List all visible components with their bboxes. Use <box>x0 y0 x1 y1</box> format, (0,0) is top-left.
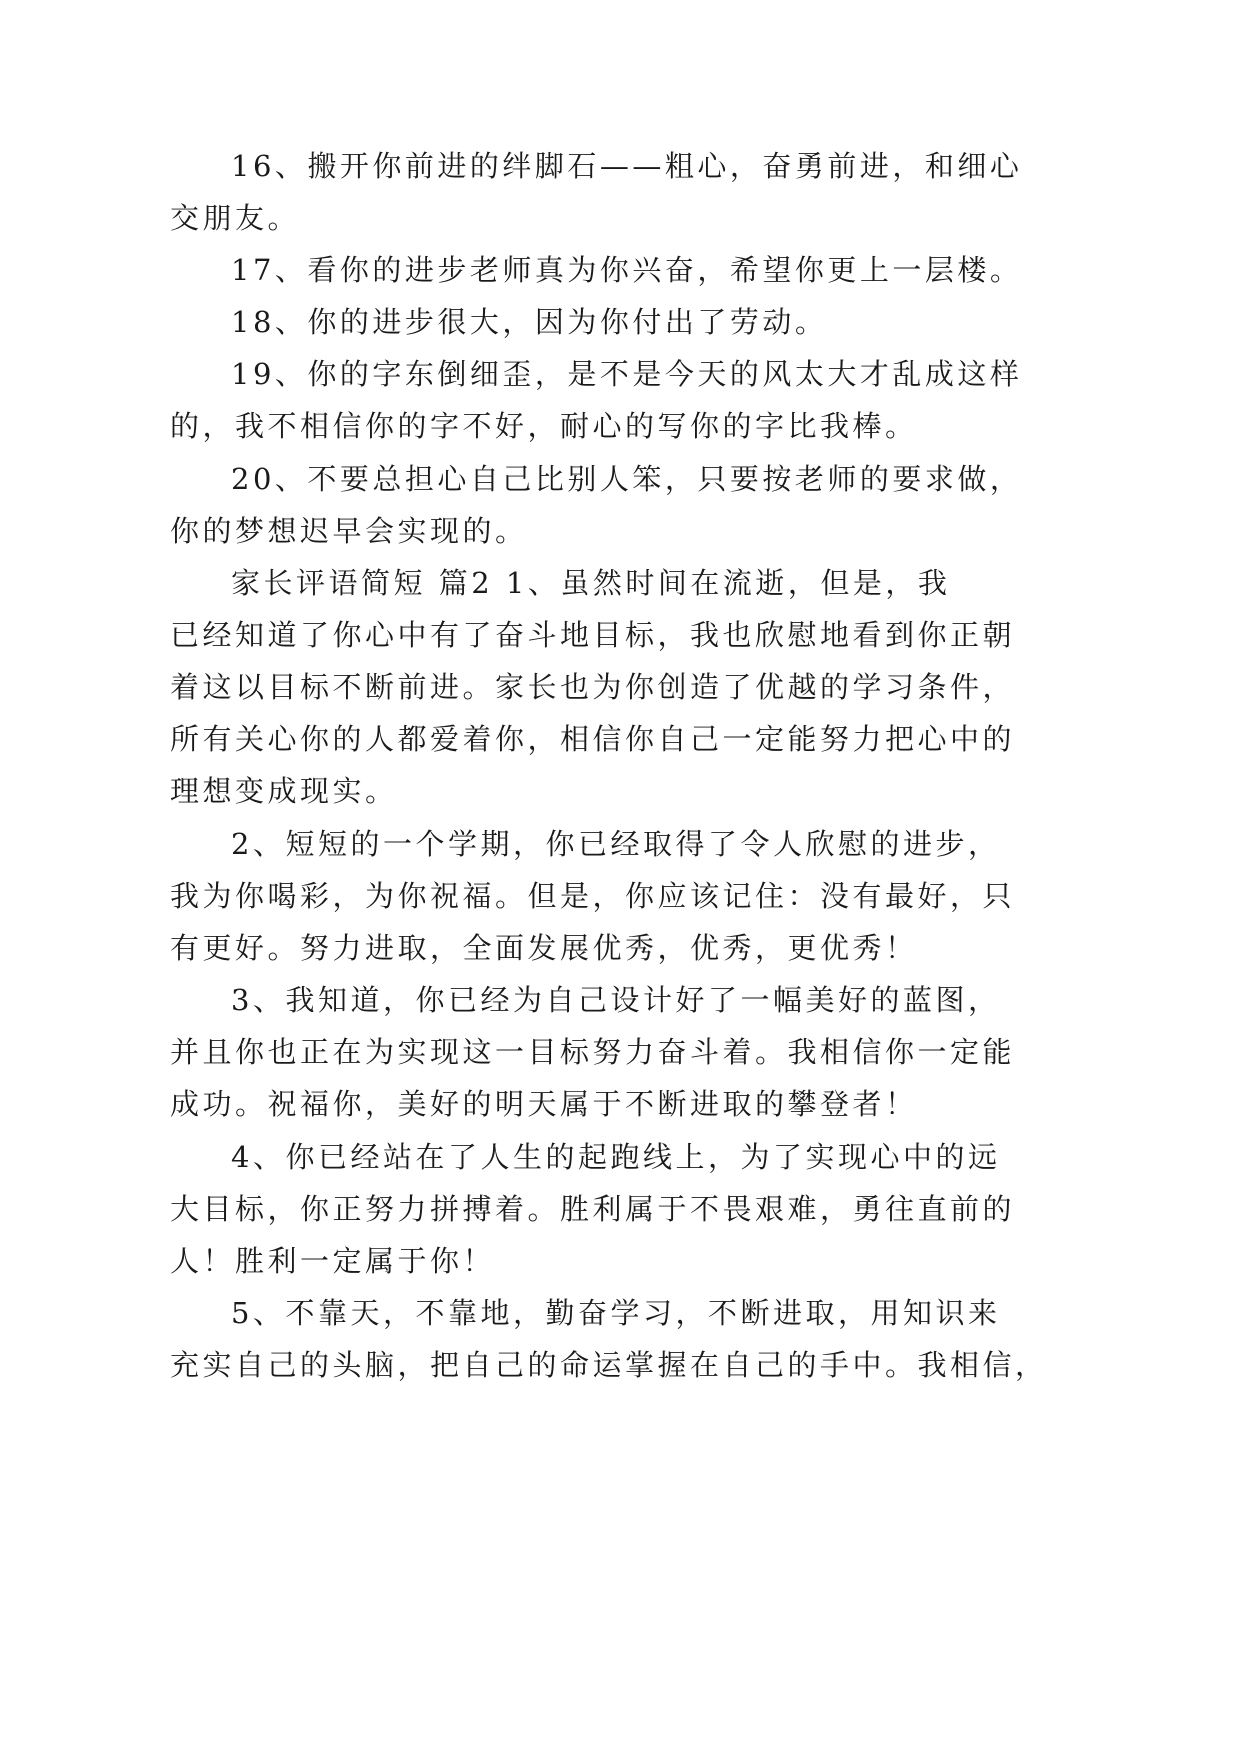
text-line: 19、你的字东倒细歪，是不是今天的风太大才乱成这样 <box>231 357 1023 391</box>
section-heading-line: 家长评语简短 篇2 1、虽然时间在流逝，但是，我 <box>231 566 951 600</box>
text-line: 4、你已经站在了人生的起跑线上，为了实现心中的远 <box>231 1140 1001 1174</box>
text-line: 着这以目标不断前进。家长也为你创造了优越的学习条件， <box>170 670 1016 704</box>
text-line: 有更好。努力进取，全面发展优秀，优秀，更优秀！ <box>170 931 918 965</box>
text-line: 17、看你的进步老师真为你兴奋，希望你更上一层楼。 <box>231 253 1023 287</box>
text-line: 2、短短的一个学期，你已经取得了令人欣慰的进步， <box>231 827 1001 861</box>
text-line: 的，我不相信你的字不好，耐心的写你的字比我棒。 <box>170 409 918 443</box>
text-line: 所有关心你的人都爱着你，相信你自己一定能努力把心中的 <box>170 722 1016 756</box>
text-line: 大目标，你正努力拼搏着。胜利属于不畏艰难，勇往直前的 <box>170 1192 1016 1226</box>
text-line: 5、不靠天，不靠地，勤奋学习，不断进取，用知识来 <box>231 1296 1001 1330</box>
text-line: 交朋友。 <box>170 201 301 235</box>
text-line: 16、搬开你前进的绊脚石——粗心，奋勇前进，和细心 <box>231 149 1023 183</box>
text-line: 已经知道了你心中有了奋斗地目标，我也欣慰地看到你正朝 <box>170 618 1016 652</box>
text-line: 3、我知道，你已经为自己设计好了一幅美好的蓝图， <box>231 983 1001 1017</box>
text-line: 充实自己的头脑，把自己的命运掌握在自己的手中。我相信， <box>170 1348 1048 1382</box>
text-line: 并且你也正在为实现这一目标努力奋斗着。我相信你一定能 <box>170 1035 1016 1069</box>
text-line: 我为你喝彩，为你祝福。但是，你应该记住：没有最好，只 <box>170 879 1016 913</box>
text-line: 人！胜利一定属于你！ <box>170 1244 496 1278</box>
text-line: 你的梦想迟早会实现的。 <box>170 514 528 548</box>
text-line: 18、你的进步很大，因为你付出了劳动。 <box>231 305 828 339</box>
text-line: 理想变成现实。 <box>170 774 398 808</box>
text-line: 20、不要总担心自己比别人笨，只要按老师的要求做， <box>231 462 1023 496</box>
text-line: 成功。祝福你，美好的明天属于不断进取的攀登者！ <box>170 1087 918 1121</box>
